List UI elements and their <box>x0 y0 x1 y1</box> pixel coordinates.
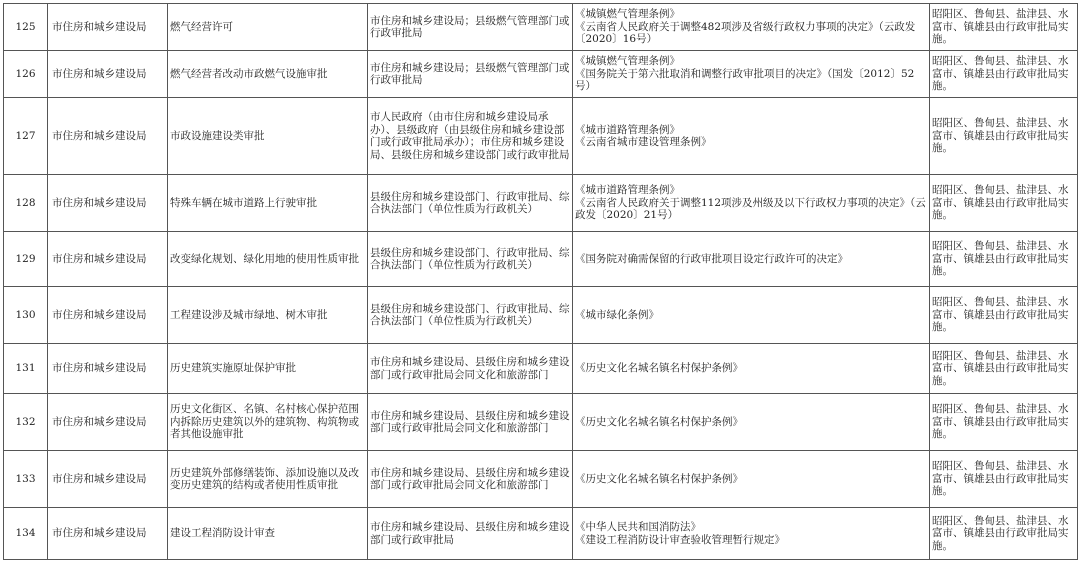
legal-basis: 《城镇燃气管理条例》 《云南省人民政府关于调整482项涉及省级行政权力事项的决定》（云政发〔2020〕16号） <box>573 4 930 51</box>
implementation-scope: 昭阳区、鲁甸县、盐津县、水富市、镇雄县由行政审批局实施。 <box>930 175 1078 232</box>
implementation-scope: 昭阳区、鲁甸县、盐津县、水富市、镇雄县由行政审批局实施。 <box>930 51 1078 98</box>
department: 市住房和城乡建设局 <box>48 98 168 175</box>
item-name: 建设工程消防设计审查 <box>168 508 368 560</box>
implementation-scope: 昭阳区、鲁甸县、盐津县、水富市、镇雄县由行政审批局实施。 <box>930 98 1078 175</box>
legal-basis: 《城市绿化条例》 <box>573 287 930 344</box>
department: 市住房和城乡建设局 <box>48 175 168 232</box>
implementation-scope: 昭阳区、鲁甸县、盐津县、水富市、镇雄县由行政审批局实施。 <box>930 508 1078 560</box>
item-name: 燃气经营许可 <box>168 4 368 51</box>
legal-basis: 《历史文化名城名镇名村保护条例》 <box>573 344 930 394</box>
item-name: 工程建设涉及城市绿地、树木审批 <box>168 287 368 344</box>
row-number: 125 <box>4 4 48 51</box>
row-number: 132 <box>4 394 48 451</box>
item-name: 历史建筑实施原址保护审批 <box>168 344 368 394</box>
department: 市住房和城乡建设局 <box>48 51 168 98</box>
legal-basis: 《城市道路管理条例》 《云南省人民政府关于调整112项涉及州级及以下行政权力事项的决定》（云政发〔2020〕21号） <box>573 175 930 232</box>
row-number: 129 <box>4 232 48 287</box>
legal-basis: 《城市道路管理条例》 《云南省城市建设管理条例》 <box>573 98 930 175</box>
table-row <box>4 508 1078 560</box>
item-name: 燃气经营者改动市政燃气设施审批 <box>168 51 368 98</box>
item-name: 改变绿化规划、绿化用地的使用性质审批 <box>168 232 368 287</box>
legal-basis: 《历史文化名城名镇名村保护条例》 <box>573 394 930 451</box>
approving-authority: 市人民政府（由市住房和城乡建设局承办）、县级政府（由县级住房和城乡建设部门或行政审批局承办）；市住房和城乡建设局、县级住房和城乡建设部门或行政审批局 <box>368 98 573 175</box>
department: 市住房和城乡建设局 <box>48 344 168 394</box>
department: 市住房和城乡建设局 <box>48 232 168 287</box>
legal-basis: 《城镇燃气管理条例》 《国务院关于第六批取消和调整行政审批项目的决定》（国发〔2012〕52号） <box>573 51 930 98</box>
table-row <box>4 394 1078 451</box>
approving-authority: 市住房和城乡建设局、县级住房和城乡建设部门或行政审批局 <box>368 508 573 560</box>
implementation-scope: 昭阳区、鲁甸县、盐津县、水富市、镇雄县由行政审批局实施。 <box>930 394 1078 451</box>
approving-authority: 县级住房和城乡建设部门、行政审批局、综合执法部门（单位性质为行政机关） <box>368 287 573 344</box>
table-row <box>4 175 1078 232</box>
row-number: 128 <box>4 175 48 232</box>
approving-authority: 市住房和城乡建设局；县级燃气管理部门或行政审批局 <box>368 4 573 51</box>
approving-authority: 县级住房和城乡建设部门、行政审批局、综合执法部门（单位性质为行政机关） <box>368 232 573 287</box>
approving-authority: 市住房和城乡建设局；县级燃气管理部门或行政审批局 <box>368 51 573 98</box>
department: 市住房和城乡建设局 <box>48 4 168 51</box>
row-number: 133 <box>4 451 48 508</box>
legal-basis: 《中华人民共和国消防法》 《建设工程消防设计审查验收管理暂行规定》 <box>573 508 930 560</box>
implementation-scope: 昭阳区、鲁甸县、盐津县、水富市、镇雄县由行政审批局实施。 <box>930 4 1078 51</box>
table-row <box>4 98 1078 175</box>
table-row <box>4 344 1078 394</box>
table-row <box>4 451 1078 508</box>
implementation-scope: 昭阳区、鲁甸县、盐津县、水富市、镇雄县由行政审批局实施。 <box>930 344 1078 394</box>
department: 市住房和城乡建设局 <box>48 508 168 560</box>
implementation-scope: 昭阳区、鲁甸县、盐津县、水富市、镇雄县由行政审批局实施。 <box>930 232 1078 287</box>
approval-table <box>3 3 1078 560</box>
item-name: 市政设施建设类审批 <box>168 98 368 175</box>
row-number: 130 <box>4 287 48 344</box>
table-row <box>4 287 1078 344</box>
table-row <box>4 232 1078 287</box>
approving-authority: 县级住房和城乡建设部门、行政审批局、综合执法部门（单位性质为行政机关） <box>368 175 573 232</box>
implementation-scope: 昭阳区、鲁甸县、盐津县、水富市、镇雄县由行政审批局实施。 <box>930 287 1078 344</box>
department: 市住房和城乡建设局 <box>48 451 168 508</box>
row-number: 126 <box>4 51 48 98</box>
approving-authority: 市住房和城乡建设局、县级住房和城乡建设部门或行政审批局会同文化和旅游部门 <box>368 344 573 394</box>
item-name: 特殊车辆在城市道路上行驶审批 <box>168 175 368 232</box>
table-row <box>4 4 1078 51</box>
approving-authority: 市住房和城乡建设局、县级住房和城乡建设部门或行政审批局会同文化和旅游部门 <box>368 451 573 508</box>
row-number: 134 <box>4 508 48 560</box>
legal-basis: 《国务院对确需保留的行政审批项目设定行政许可的决定》 <box>573 232 930 287</box>
item-name: 历史建筑外部修缮装饰、添加设施以及改变历史建筑的结构或者使用性质审批 <box>168 451 368 508</box>
legal-basis: 《历史文化名城名镇名村保护条例》 <box>573 451 930 508</box>
department: 市住房和城乡建设局 <box>48 287 168 344</box>
department: 市住房和城乡建设局 <box>48 394 168 451</box>
row-number: 131 <box>4 344 48 394</box>
implementation-scope: 昭阳区、鲁甸县、盐津县、水富市、镇雄县由行政审批局实施。 <box>930 451 1078 508</box>
row-number: 127 <box>4 98 48 175</box>
approving-authority: 市住房和城乡建设局、县级住房和城乡建设部门或行政审批局会同文化和旅游部门 <box>368 394 573 451</box>
item-name: 历史文化街区、名镇、名村核心保护范围内拆除历史建筑以外的建筑物、构筑物或者其他设施审批 <box>168 394 368 451</box>
table-row <box>4 51 1078 98</box>
